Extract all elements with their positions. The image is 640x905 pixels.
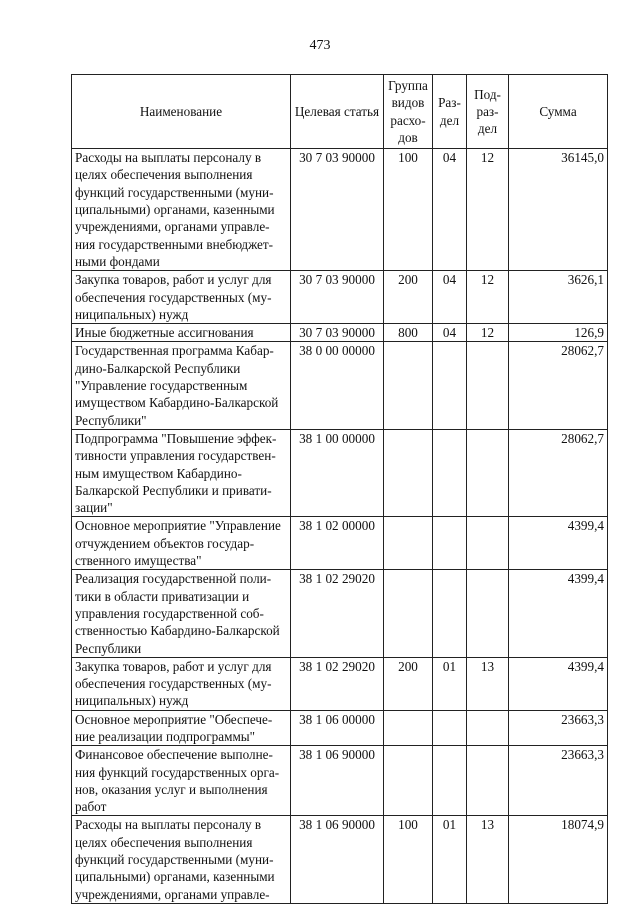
row-name: Основное мероприятие "Обеспече-ние реализации подпрограммы" [72,710,291,746]
row-section: 04 [433,271,467,324]
table-row [72,746,608,816]
row-section: 01 [433,816,467,903]
header-group: Группа видов расхо-дов [384,75,433,149]
row-target: 38 0 00 00000 [291,342,384,429]
header-subsection: Под-раз-дел [467,75,509,149]
row-group [384,746,433,816]
row-sum: 126,9 [509,324,608,342]
row-section: 04 [433,324,467,342]
row-target: 38 1 00 00000 [291,429,384,516]
row-target: 30 7 03 90000 [291,149,384,271]
row-subsection [467,746,509,816]
row-group [384,517,433,570]
row-sum: 23663,3 [509,746,608,816]
row-target: 38 1 06 90000 [291,816,384,903]
row-section [433,746,467,816]
row-group [384,570,433,657]
table-row [72,342,608,429]
row-sum: 28062,7 [509,429,608,516]
row-subsection [467,429,509,516]
row-name: Государственная программа Кабар-дино-Балкарской Республики "Управление государственным имуществом Кабардино-Балкарской Республики" [72,342,291,429]
row-sum: 36145,0 [509,149,608,271]
row-sum: 28062,7 [509,342,608,429]
row-group: 100 [384,816,433,903]
table-row [72,710,608,746]
header-name: Наименование [72,75,291,149]
row-group [384,342,433,429]
row-sum: 18074,9 [509,816,608,903]
table-row [72,570,608,657]
row-target: 30 7 03 90000 [291,324,384,342]
row-sum: 3626,1 [509,271,608,324]
row-name: Иные бюджетные ассигнования [72,324,291,342]
row-subsection: 12 [467,271,509,324]
header-sum: Сумма [509,75,608,149]
row-sum: 23663,3 [509,710,608,746]
row-section: 04 [433,149,467,271]
row-subsection [467,517,509,570]
row-subsection [467,342,509,429]
table-row [72,271,608,324]
header-target: Целевая статья [291,75,384,149]
row-group: 200 [384,271,433,324]
row-name: Основное мероприятие "Управление отчуждением объектов государ-ственного имущества" [72,517,291,570]
table-row [72,149,608,271]
row-name: Расходы на выплаты персоналу в целях обеспечения выполнения функций государственными (муни-ципальными) органами, казенными учреждениями, органами управле-ния государственными внебюджет-ными фондами [72,149,291,271]
row-section [433,342,467,429]
row-subsection: 12 [467,324,509,342]
page-number: 473 [309,38,331,53]
row-name: Закупка товаров, работ и услуг для обеспечения государственных (му-ниципальных) нужд [72,271,291,324]
row-subsection [467,570,509,657]
header-section: Раз-дел [433,75,467,149]
row-subsection: 13 [467,816,509,903]
row-name: Закупка товаров, работ и услуг для обеспечения государственных (му-ниципальных) нужд [72,657,291,710]
row-section [433,429,467,516]
row-target: 38 1 02 29020 [291,657,384,710]
row-section: 01 [433,657,467,710]
row-name: Расходы на выплаты персоналу в целях обеспечения выполнения функций государственными (муни-ципальными) органами, казенными учреждениями, органами управле- [72,816,291,903]
row-target: 38 1 06 00000 [291,710,384,746]
row-target: 38 1 02 29020 [291,570,384,657]
row-subsection: 12 [467,149,509,271]
row-name: Подпрограмма "Повышение эффек-тивности управления государствен-ным имуществом Кабардино-Балкарской Республики и привати-зации" [72,429,291,516]
row-subsection [467,710,509,746]
row-group: 800 [384,324,433,342]
table-row [72,324,608,342]
row-target: 38 1 06 90000 [291,746,384,816]
row-section [433,710,467,746]
row-group: 200 [384,657,433,710]
row-target: 38 1 02 00000 [291,517,384,570]
row-group [384,429,433,516]
row-name: Реализация государственной поли-тики в области приватизации и управления государственной соб-ственностью Кабардино-Балкарской Республики [72,570,291,657]
row-section [433,570,467,657]
table-row [72,657,608,710]
row-sum: 4399,4 [509,570,608,657]
table-row [72,429,608,516]
row-section [433,517,467,570]
row-sum: 4399,4 [509,657,608,710]
row-name: Финансовое обеспечение выполне-ния функций государственных орга-нов, оказания услуг и выполнения работ [72,746,291,816]
row-group: 100 [384,149,433,271]
row-group [384,710,433,746]
row-target: 30 7 03 90000 [291,271,384,324]
table-row [72,816,608,903]
table-row [72,517,608,570]
budget-table [71,74,608,904]
table-header-row [72,75,608,149]
row-sum: 4399,4 [509,517,608,570]
row-subsection: 13 [467,657,509,710]
